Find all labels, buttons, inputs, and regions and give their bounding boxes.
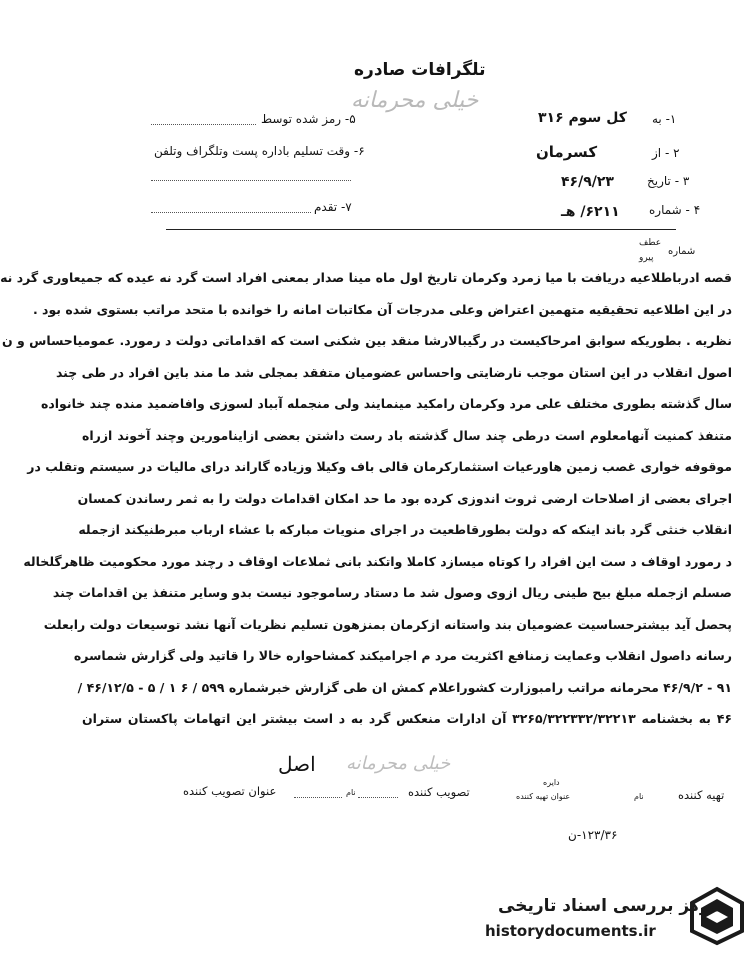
watermark-organization: مرکز بررسی اسناد تاریخی bbox=[498, 896, 721, 916]
reference-number-label: شماره bbox=[668, 246, 696, 257]
body-line: در این اطلاعیه تحقیقیه متهمین اعتراض وعلی مدرجات آن مکاتبات امانه را خوانده با متحد مراتب بستوی شده بود . bbox=[32, 301, 732, 317]
header-to-label: ۱- به bbox=[652, 112, 677, 126]
classification-stamp: خیلی محرمانه bbox=[351, 88, 479, 113]
body-line: انقلاب خنثی گرد باند اینکه که دولت بطورقاطعیت در اجرای منویات مبارکه با عشاء ارباب مبرطنیکند ازجمله bbox=[78, 522, 732, 537]
header-date-label: ۳ - تاریخ bbox=[647, 174, 690, 188]
reference-pairo-label: پیرو bbox=[639, 253, 654, 263]
body-line: اصول انقلاب در این استان موجب نارضایتی واحساس عضومیان متفقد بمجلی شد ما مند باین افراد در طی چند bbox=[55, 364, 732, 380]
body-line: اجرای بعضی از اصلاحات ارضی ثروت اندوزی کرده بود ما حد امکان اقدامات دولت را به ثمر رساندن کمسان bbox=[77, 490, 732, 506]
body-line: قصه ادرباطلاعیه دریافت با میا زمرد وکرمان تاریخ اول ماه مینا صدار بمعنی افراد است گرد نه عیده که جمیعاوری گرد نه bbox=[0, 270, 732, 285]
reference-atf-label: عطف bbox=[639, 238, 662, 248]
body-line: ۴۶ به بخشنامه ۳۲۶۵/۳۲۲۳۳۲/۳۲۲۱۳ آن ادارات منعکس گرد به د است بیشتر این اتهامات پاکستان ستران bbox=[82, 711, 732, 726]
header-number-value: ۶۲۱۱/ هـ bbox=[561, 204, 620, 220]
document-title: تلگرافات صادره bbox=[354, 60, 486, 80]
approver-name-line bbox=[358, 797, 398, 798]
delivery-time-line bbox=[151, 180, 351, 181]
priority-label: ۷- تقدم bbox=[314, 200, 352, 214]
header-divider bbox=[166, 229, 676, 230]
header-date-value: ۴۶/۹/۲۳ bbox=[561, 174, 614, 190]
watermark-website: historydocuments.ir bbox=[485, 922, 656, 940]
body-line: پحصل آید بیشترحساسیت عضومیان بند واستانه ازکرمان بمنزهون تسلیم نظریات آنها نشد توسیعات دولت رابعلت bbox=[43, 616, 732, 632]
approver-title-line bbox=[294, 797, 342, 798]
header-from-label: ۲ - از bbox=[652, 146, 680, 160]
approver-name-label: نام bbox=[346, 788, 356, 797]
delivery-time-label: ۶- وقت تسلیم باداره پست وتلگراف وتلفن bbox=[154, 144, 365, 158]
body-line: صسلم ازجمله مبلغ بیح طینی ریال ازوی وصول شد ما دستاد رساموجود نیست بدو وسایر متنفذ ین اقدامات چند bbox=[52, 585, 732, 600]
telegram-body bbox=[0, 262, 732, 735]
body-line: ۹۱ - ۴۶/۹/۲ محرمانه مراتب رامبوزارت کشوراعلام کمش ان طی گزارش خبرشماره ۵۹۹ / ۶ ۱ / ۵ - ۴۶/۱۲/۵ / bbox=[77, 679, 732, 695]
header-from-value: کسرمان bbox=[536, 143, 598, 161]
priority-line bbox=[151, 212, 311, 213]
preparer-name-label: نام bbox=[634, 792, 644, 801]
header-to-value: کل سوم ۳۱۶ bbox=[538, 110, 627, 126]
preparer-title-label: عنوان تهیه کننده bbox=[516, 792, 571, 801]
body-line: موقوفه خواری غصب زمین هاورعیات استثمارکرمان قالی باف وکیلا وزیاده گاراند درای مالیات در سیستم وتقلب در bbox=[27, 459, 732, 474]
body-line: رسانه داصول انقلاب وعمایت زمنافع اکثریت مرد م اجرامیکند کمشاحواره خالا را قاتید ولی گزارش شماسره bbox=[73, 648, 732, 663]
approver-title-label: عنوان تصویب کننده bbox=[183, 784, 277, 798]
body-line: سال گذشته بطوری مختلف علی مرد وکرمان رامکید مینمایند ولی منجمله آبباد لسوزی وافاضمید منده چند خانواده bbox=[40, 396, 732, 411]
form-number: ۱۲۳/۳۶-ن bbox=[568, 828, 618, 842]
body-line: د رمورد اوقاف د ست این افراد را کوتاه میسازد کاملا واتکند بانی ثملاعات اوقاف د رچند مورد محکومیت ظاهرگلخاله bbox=[23, 553, 732, 569]
approver-label: تصویب کننده bbox=[408, 785, 470, 799]
bottom-stamp: خیلی محرمانه bbox=[346, 753, 451, 774]
preparer-label: تهیه کننده bbox=[678, 788, 725, 802]
handwritten-note: اصل bbox=[278, 752, 316, 776]
department-label: دایره bbox=[543, 778, 560, 787]
coded-by-label: ۵- رمز شده توسط bbox=[261, 112, 356, 126]
header-number-label: ۴ - شماره bbox=[649, 203, 701, 217]
coded-by-line bbox=[151, 124, 256, 125]
body-line: نظریه . بطوریکه سوابق امرحاکیست در رگیبالارشا منقد بین شکنی است که اقداماتی دولت د رمورد. عمومیاحساس و ن bbox=[2, 333, 732, 348]
body-line: متنفذ کمنیت آنهامعلوم است درطی چند سال گذشته باد رست داشتن بعضی ازاینامورین وچند آخوند ازراه bbox=[82, 427, 732, 443]
